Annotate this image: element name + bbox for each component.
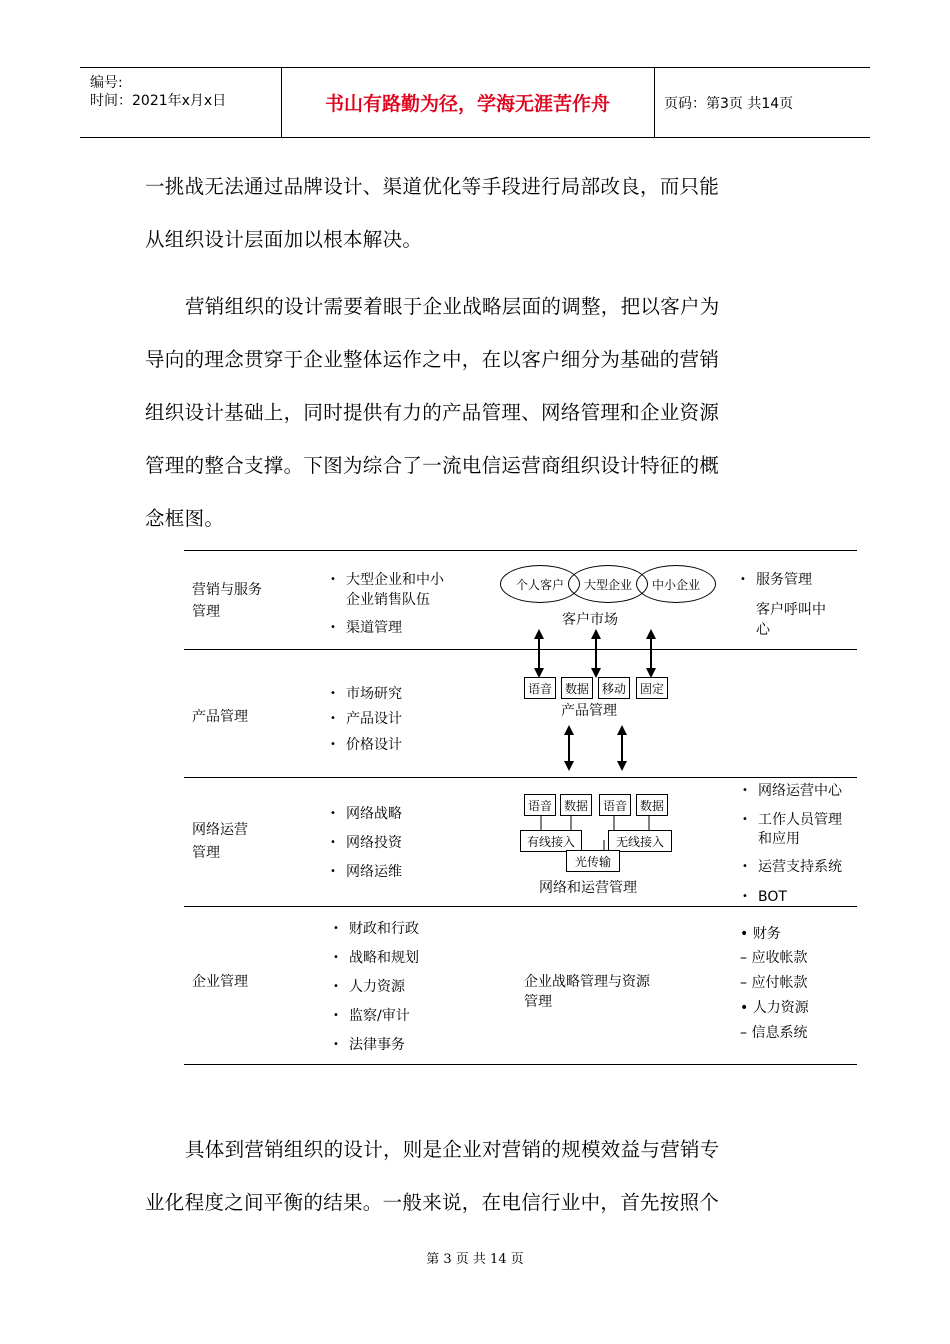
bullet-item: • 服务管理 bbox=[756, 570, 812, 590]
bullet-item-cont: 企业销售队伍 bbox=[346, 592, 430, 608]
network-box: 语音 bbox=[524, 794, 556, 816]
header-meta bbox=[90, 74, 226, 110]
network-caption: 网络和运营管理 bbox=[539, 880, 637, 896]
bullet-item: • 法律事务 bbox=[349, 1035, 405, 1055]
paragraph-3 bbox=[145, 1123, 805, 1229]
bullet-item: • 价格设计 bbox=[346, 735, 402, 755]
text-line: 组织设计基础上，同时提供有力的产品管理、网络管理和企业资源 bbox=[145, 401, 720, 424]
right-item-cont: 和应用 bbox=[758, 831, 800, 847]
row-title-4: 企业管理 bbox=[192, 974, 248, 990]
bullet-item: • 渠道管理 bbox=[346, 618, 402, 638]
right-item: – 应付帐款 bbox=[740, 975, 808, 991]
text-line: 业化程度之间平衡的结果。一般来说，在电信行业中，首先按照个 bbox=[145, 1191, 720, 1214]
market-label: 客户市场 bbox=[562, 612, 618, 628]
wired-access-box: 有线接入 bbox=[520, 830, 582, 852]
row-title-3b: 管理 bbox=[192, 845, 220, 861]
customer-oval: 大型企业 bbox=[568, 565, 648, 603]
text-line: 从组织设计层面加以根本解决。 bbox=[145, 228, 423, 251]
enterprise-mid-label-cont: 管理 bbox=[524, 994, 552, 1010]
bullet-item: • 大型企业和中小 bbox=[346, 570, 444, 590]
network-box: 数据 bbox=[560, 794, 592, 816]
header-motto: 书山有路勤为径，学海无涯苦作舟 bbox=[324, 93, 610, 115]
text-line: 念框图。 bbox=[145, 507, 225, 530]
org-design-diagram bbox=[184, 550, 857, 1065]
bullet-item: • 网络运营中心 bbox=[758, 781, 842, 801]
bullet-item: • 产品设计 bbox=[346, 709, 402, 729]
product-box: 语音 bbox=[524, 677, 556, 699]
text-line: 营销组织的设计需要着眼于企业战略层面的调整，把以客户为 bbox=[185, 295, 720, 318]
bullet-item: • 人力资源 bbox=[349, 977, 405, 997]
bullet-item: • BOT bbox=[758, 887, 787, 907]
right-item-cont: 心 bbox=[756, 622, 770, 638]
bullet-item: • 网络战略 bbox=[346, 804, 402, 824]
bullet-item: • 工作人员管理 bbox=[758, 810, 842, 830]
fiber-box: 光传输 bbox=[566, 850, 620, 872]
row-title-1: 营销与服务 bbox=[192, 582, 262, 598]
right-item: – 信息系统 bbox=[740, 1025, 808, 1041]
row-title-2: 产品管理 bbox=[192, 709, 248, 725]
row-title-3: 网络运营 bbox=[192, 822, 248, 838]
product-caption: 产品管理 bbox=[561, 703, 617, 719]
number-label: 编号: bbox=[90, 75, 123, 91]
bullet-item: • 财政和行政 bbox=[349, 919, 419, 939]
right-item: • 财务 bbox=[740, 926, 781, 942]
bullet-item: • 战略和规划 bbox=[349, 948, 419, 968]
bullet-item: • 网络运维 bbox=[346, 862, 402, 882]
bullet-item: • 市场研究 bbox=[346, 684, 402, 704]
text-line: 一挑战无法通过品牌设计、渠道优化等手段进行局部改良，而只能 bbox=[145, 175, 720, 198]
right-item: 客户呼叫中 bbox=[756, 602, 826, 618]
text-line: 管理的整合支撑。下图为综合了一流电信运营商组织设计特征的概 bbox=[145, 454, 720, 477]
text-line: 具体到营销组织的设计，则是企业对营销的规模效益与营销专 bbox=[185, 1138, 720, 1161]
product-box: 数据 bbox=[561, 677, 593, 699]
page-header bbox=[80, 67, 870, 138]
bullet-item: • 网络投资 bbox=[346, 833, 402, 853]
page-footer: 第 3 页 共 14 页 bbox=[426, 1252, 524, 1267]
wireless-access-box: 无线接入 bbox=[608, 830, 672, 852]
text-line: 导向的理念贯穿于企业整体运作之中，在以客户细分为基础的营销 bbox=[145, 348, 720, 371]
network-box: 数据 bbox=[636, 794, 668, 816]
enterprise-mid-label: 企业战略管理与资源 bbox=[524, 974, 650, 990]
customer-oval: 个人客户 bbox=[500, 565, 580, 603]
bullet-item: • 监察/审计 bbox=[349, 1006, 410, 1026]
product-box: 移动 bbox=[598, 677, 630, 699]
right-item: – 应收帐款 bbox=[740, 950, 808, 966]
right-item: • 人力资源 bbox=[740, 1000, 809, 1016]
paragraph-1 bbox=[145, 160, 805, 266]
network-box: 语音 bbox=[599, 794, 631, 816]
customer-oval: 中小企业 bbox=[636, 565, 716, 603]
time-label: 时间：2021年x月x日 bbox=[90, 93, 227, 109]
header-divider bbox=[654, 68, 655, 137]
bullet-item: • 运营支持系统 bbox=[758, 857, 842, 877]
row-title-1b: 管理 bbox=[192, 604, 220, 620]
product-box: 固定 bbox=[636, 677, 668, 699]
paragraph-2 bbox=[145, 280, 805, 545]
header-page-code: 页码：第3页 共14页 bbox=[664, 95, 794, 112]
